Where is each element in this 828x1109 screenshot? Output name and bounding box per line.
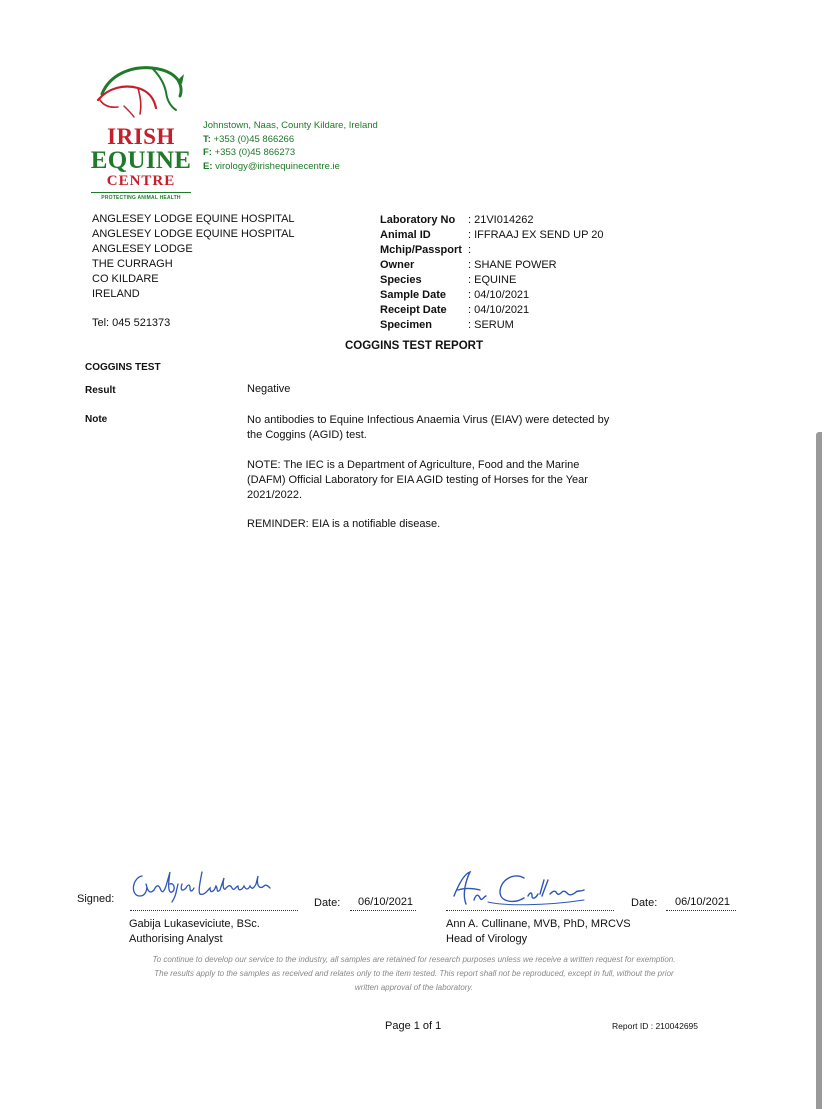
lab-info-label: Receipt Date	[380, 304, 447, 316]
lab-info-row	[380, 288, 680, 303]
date-line-right	[666, 910, 736, 911]
lab-info-row	[380, 228, 680, 243]
signature-right-image	[444, 866, 594, 910]
tel-value: +353 (0)45 866266	[213, 133, 295, 145]
contact-address: Johnstown, Naas, County Kildare, Ireland	[203, 120, 378, 131]
signatory-role-right: Head of Virology	[446, 933, 528, 945]
report-id: Report ID : 210042695	[612, 1021, 699, 1031]
lab-info-value: : SERUM	[468, 319, 514, 331]
lab-info-value: : 04/10/2021	[468, 289, 530, 301]
lab-info-value: : IFFRAAJ EX SEND UP 20	[468, 229, 604, 241]
signatory-role-left: Authorising Analyst	[129, 933, 223, 945]
lab-info-row	[380, 318, 680, 333]
email-value: virology@irishequinecentre.ie	[215, 160, 340, 172]
lab-info-value: : 21VI014262	[468, 214, 534, 226]
logo-centre-text: CENTRE	[106, 173, 176, 189]
lab-info-table	[380, 213, 680, 333]
lab-info-value: :	[468, 244, 472, 256]
lab-info-label: Owner	[380, 259, 415, 271]
lab-info-row	[380, 273, 680, 288]
contact-tel	[203, 133, 453, 147]
contact-email	[203, 160, 453, 174]
logo-irish-text: IRISH	[107, 124, 175, 149]
signature-left-image	[128, 866, 273, 908]
recipient-address	[92, 212, 352, 302]
lab-info-row	[380, 213, 680, 228]
address-line: ANGLESEY LODGE	[92, 243, 193, 255]
logo-divider	[91, 192, 191, 193]
note-paragraph: No antibodies to Equine Infectious Anaemia Virus (EIAV) were detected by the Coggins (AGID) test.	[247, 414, 610, 441]
signature-line-left	[130, 910, 298, 911]
section-heading: COGGINS TEST	[85, 362, 161, 373]
lab-info-label: Specimen	[380, 319, 432, 331]
email-label: E:	[203, 160, 213, 172]
date-label-left: Date:	[314, 897, 341, 909]
date-label-right: Date:	[631, 897, 658, 909]
page-number: Page 1 of 1	[385, 1020, 442, 1032]
note-paragraph: REMINDER: EIA is a notifiable disease.	[247, 518, 441, 530]
disclaimer-line: written approval of the laboratory.	[354, 983, 474, 992]
signatory-name-left: Gabija Lukaseviciute, BSc.	[129, 918, 260, 930]
lab-info-row	[380, 258, 680, 273]
lab-info-value: : EQUINE	[468, 274, 517, 286]
lab-info-row	[380, 303, 680, 318]
signatory-name-right: Ann A. Cullinane, MVB, PhD, MRCVS	[446, 918, 631, 930]
address-line: THE CURRAGH	[92, 258, 173, 270]
date-value-right: 06/10/2021	[675, 896, 731, 908]
date-line-left	[350, 910, 416, 911]
result-value: Negative	[247, 383, 291, 395]
disclaimer-line: To continue to develop our service to the industry, all samples are retained for research purposes unless we receive a written request for exemption.	[152, 955, 676, 964]
disclaimer-line: The results apply to the samples as received and relates only to the item tested. This report shall not be reproduced, except in full, without the prior	[154, 969, 674, 978]
lab-info-value: : 04/10/2021	[468, 304, 530, 316]
contact-block	[203, 119, 453, 173]
fax-label: F:	[203, 147, 212, 158]
logo-equine-text: EQUINE	[90, 147, 192, 174]
signed-label: Signed:	[77, 893, 115, 905]
contact-fax	[203, 146, 453, 160]
lab-info-row	[380, 243, 680, 258]
logo-tagline: PROTECTING ANIMAL HEALTH	[101, 195, 181, 201]
note-paragraph: NOTE: The IEC is a Department of Agriculture, Food and the Marine (DAFM) Official Laboratory for EIA AGID testing of Horses for the Year 2021/2022.	[247, 459, 588, 501]
address-line: IRELAND	[92, 288, 140, 300]
lab-info-label: Sample Date	[380, 289, 447, 301]
fax-value: +353 (0)45 866273	[214, 147, 296, 158]
scrollbar-thumb[interactable]	[816, 432, 822, 1109]
address-line: ANGLESEY LODGE EQUINE HOSPITAL	[92, 213, 295, 225]
signature-line-right	[446, 910, 614, 911]
result-label: Result	[85, 385, 116, 396]
footer-disclaimer	[110, 953, 718, 995]
lab-info-label: Mchip/Passport	[380, 244, 462, 256]
lab-info-label: Animal ID	[380, 229, 431, 241]
note-label: Note	[85, 414, 108, 425]
date-value-left: 06/10/2021	[358, 896, 414, 908]
lab-info-value: : SHANE POWER	[468, 259, 557, 271]
irish-equine-centre-logo	[88, 60, 194, 202]
address-line: ANGLESEY LODGE EQUINE HOSPITAL	[92, 228, 295, 240]
recipient-tel: Tel: 045 521373	[92, 317, 171, 329]
tel-label: T:	[203, 133, 211, 145]
report-title: COGGINS TEST REPORT	[344, 340, 483, 352]
address-line: CO KILDARE	[92, 273, 159, 285]
lab-info-label: Laboratory No	[380, 214, 456, 226]
horse-logo-icon	[88, 60, 194, 118]
lab-info-label: Species	[380, 274, 422, 286]
